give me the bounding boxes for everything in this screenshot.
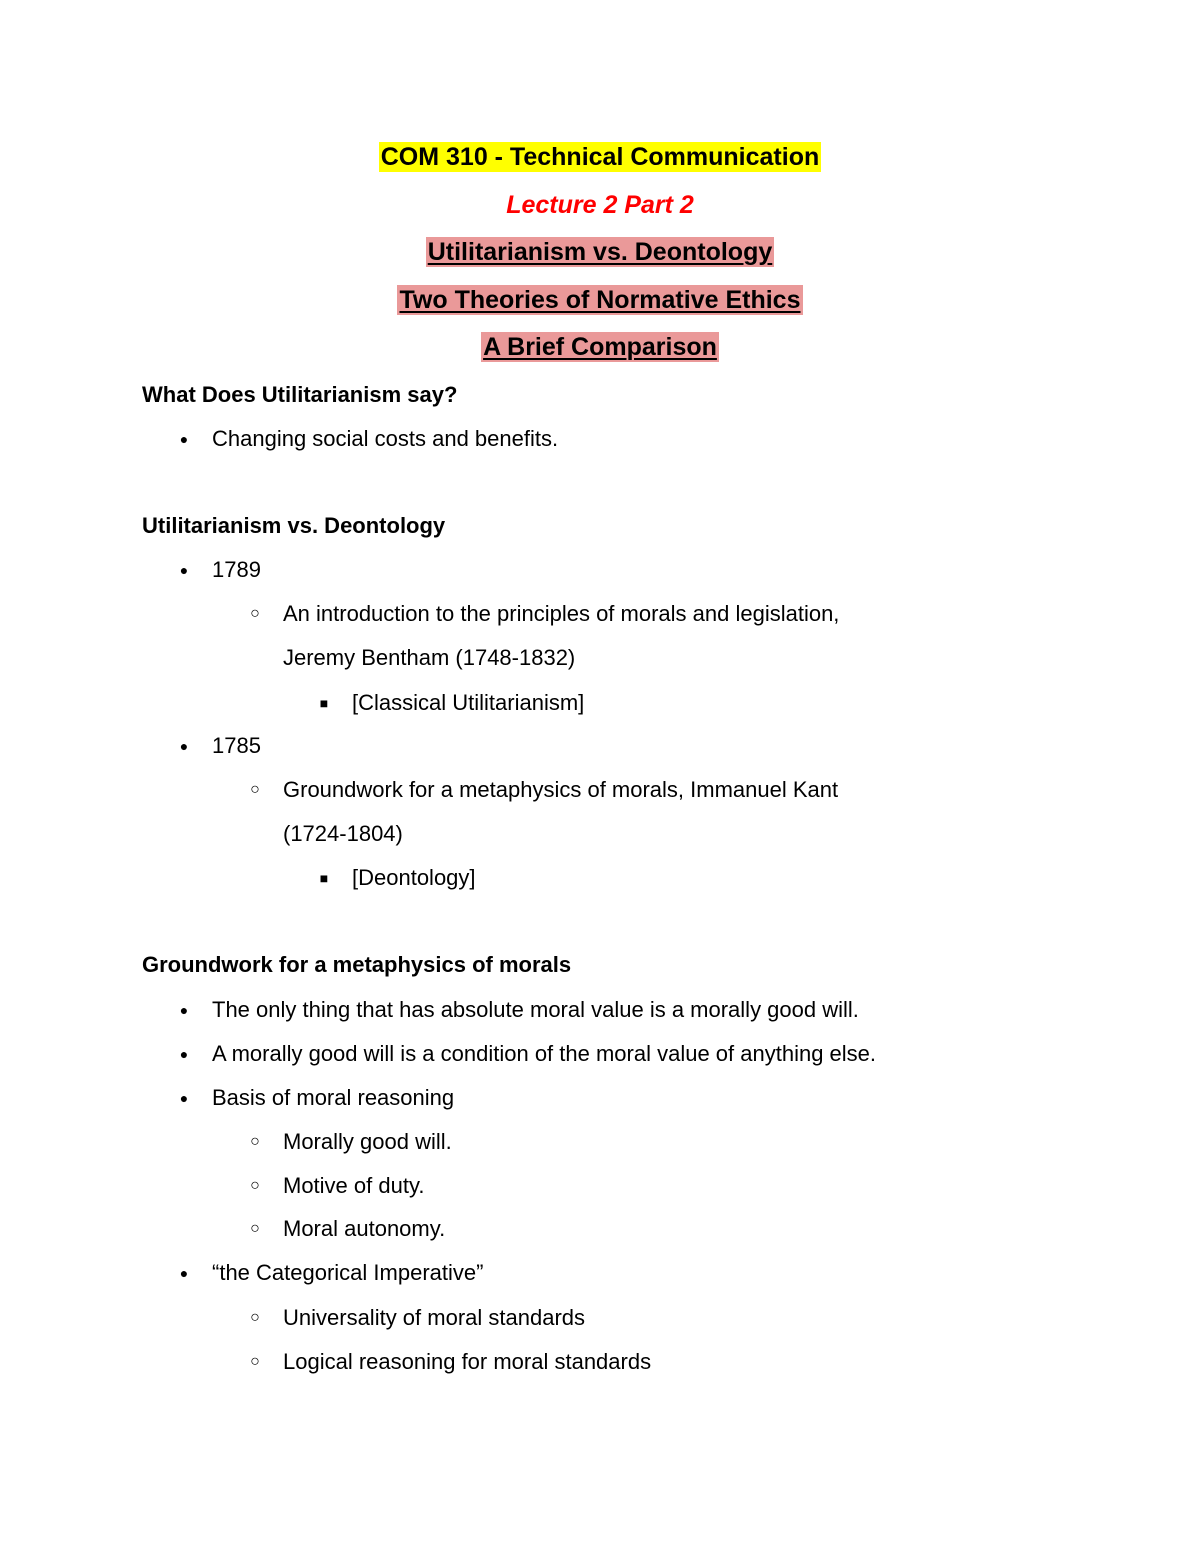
lecture-title-text: Lecture 2 Part 2 xyxy=(506,191,694,219)
sub-list-item: Universality of moral standards xyxy=(283,1305,586,1330)
list-item: Changing social costs and benefits. xyxy=(212,426,559,451)
topic-title xyxy=(0,236,1200,268)
subtitle xyxy=(0,284,1200,316)
list-item: A morally good will is a condition of the moral value of anything else. xyxy=(212,1041,877,1066)
subtitle-text: Two Theories of Normative Ethics xyxy=(399,286,801,314)
sub-list-item: Morally good will. xyxy=(283,1129,452,1154)
topic-title-text: Utilitarianism vs. Deontology xyxy=(427,238,773,266)
sub-list-item: Moral autonomy. xyxy=(283,1216,446,1241)
list-item-categorical-imperative: “the Categorical Imperative” xyxy=(212,1260,484,1285)
section-heading-groundwork: Groundwork for a metaphysics of morals xyxy=(142,952,572,977)
sub-list-item: Motive of duty. xyxy=(283,1173,425,1198)
section-heading-comparison: Utilitarianism vs. Deontology xyxy=(142,513,446,538)
lecture-title xyxy=(0,189,1200,221)
comparison-title-text: A Brief Comparison xyxy=(483,333,717,361)
bullet-icon: ● xyxy=(179,1090,189,1106)
bullet-icon: ● xyxy=(179,1002,189,1018)
sub-item-kant: Groundwork for a metaphysics of morals, Immanuel Kant xyxy=(283,777,839,802)
circle-bullet-icon: ○ xyxy=(250,605,260,622)
sub-item-bentham-cont: Jeremy Bentham (1748-1832) xyxy=(283,645,576,670)
list-item: The only thing that has absolute moral value is a morally good will. xyxy=(212,997,859,1022)
square-bullet-icon: ■ xyxy=(319,695,329,711)
section-heading-utilitarianism: What Does Utilitarianism say? xyxy=(142,382,458,407)
course-title xyxy=(0,141,1200,173)
bullet-icon: ● xyxy=(179,562,189,578)
subsub-item-classical: [Classical Utilitarianism] xyxy=(352,690,585,715)
bullet-icon: ● xyxy=(179,738,189,754)
comparison-title xyxy=(0,331,1200,363)
bullet-icon: ● xyxy=(179,431,189,447)
circle-bullet-icon: ○ xyxy=(250,781,260,798)
circle-bullet-icon: ○ xyxy=(250,1220,260,1237)
circle-bullet-icon: ○ xyxy=(250,1177,260,1194)
list-item: Basis of moral reasoning xyxy=(212,1085,455,1110)
course-title-text: COM 310 - Technical Communication xyxy=(380,143,820,171)
subsub-item-deontology: [Deontology] xyxy=(352,865,476,890)
list-item-1785: 1785 xyxy=(212,733,261,758)
circle-bullet-icon: ○ xyxy=(250,1309,260,1326)
square-bullet-icon: ■ xyxy=(319,870,329,886)
list-item-1789: 1789 xyxy=(212,557,261,582)
bullet-icon: ● xyxy=(179,1046,189,1062)
sub-list-item: Logical reasoning for moral standards xyxy=(283,1349,652,1374)
circle-bullet-icon: ○ xyxy=(250,1133,260,1150)
sub-item-kant-cont: (1724-1804) xyxy=(283,821,403,846)
sub-item-bentham: An introduction to the principles of morals and legislation, xyxy=(283,601,840,626)
circle-bullet-icon: ○ xyxy=(250,1353,260,1370)
bullet-icon: ● xyxy=(179,1265,189,1281)
